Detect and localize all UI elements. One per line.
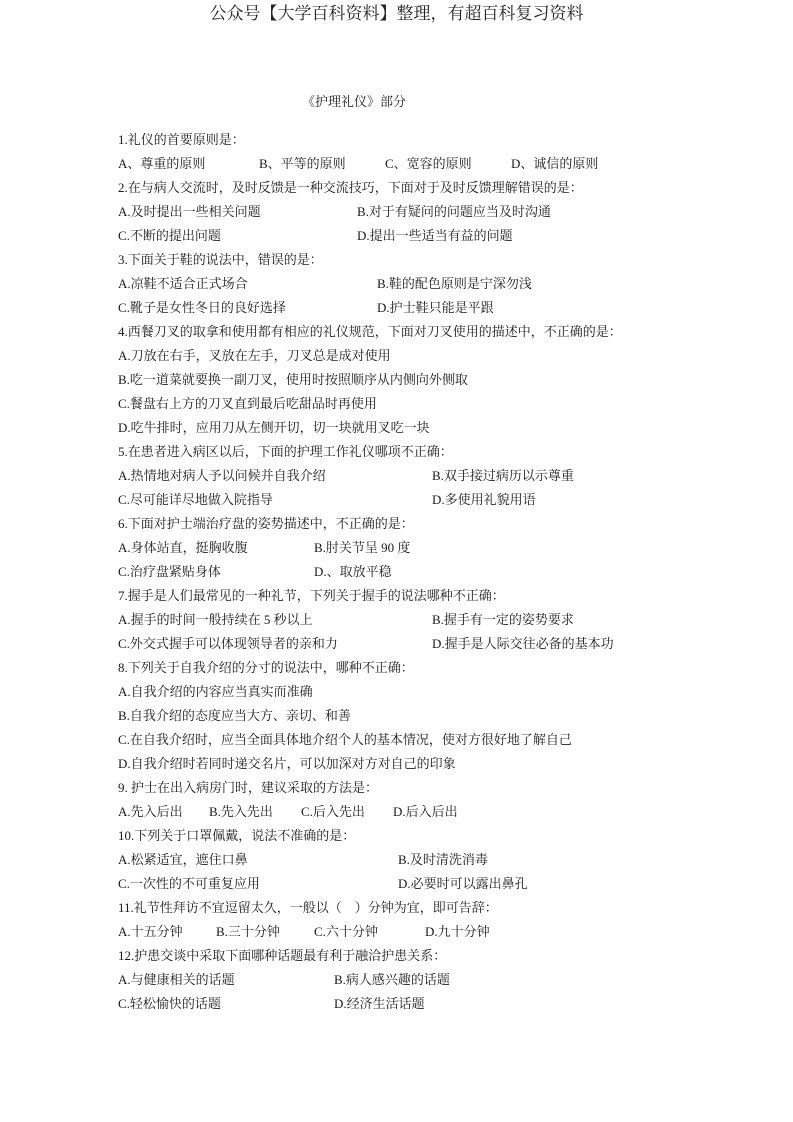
answer-option: C.六十分钟 [314, 924, 378, 939]
question-stem: 11.礼节性拜访不宜逗留太久，一般以（ ）分钟为宜，即可告辞： [118, 900, 498, 915]
option-row [118, 296, 738, 320]
answer-option: C.轻松愉快的话题 [118, 996, 221, 1011]
answer-option: A.刀放在右手，叉放在左手，刀叉总是成对使用 [118, 348, 391, 363]
answer-option: D.九十分钟 [425, 924, 490, 939]
question-stem: 9. 护士在出入病房门时，建议采取的方法是： [118, 780, 379, 795]
option-row [118, 560, 738, 584]
question-stem: 7.握手是人们最常见的一种礼节，下列关于握手的说法哪种不正确： [118, 588, 505, 603]
answer-option: A.松紧适宜，遮住口鼻 [118, 852, 248, 867]
answer-option: A.先入后出 [118, 804, 183, 819]
option-row [118, 968, 738, 992]
question-stem: 5.在患者进入病区以后，下面的护理工作礼仪哪项不正确： [118, 444, 453, 459]
option-row [118, 464, 738, 488]
answer-option: B.病人感兴趣的话题 [334, 972, 450, 987]
answer-option: D.自我介绍时若同时递交名片，可以加深对方对自己的印象 [118, 756, 456, 771]
option-row [118, 632, 738, 656]
option-row [118, 536, 738, 560]
answer-option: D.护士鞋只能是平跟 [377, 300, 494, 315]
option-row [118, 152, 738, 176]
option-row [118, 416, 738, 440]
answer-option: A.身体站直，挺胸收腹 [118, 540, 248, 555]
page-header: 公众号【大学百科资料】整理，有超百科复习资料 [209, 4, 584, 23]
question-stem: 12.护患交谈中采取下面哪种话题最有利于融洽护患关系： [118, 948, 447, 963]
answer-option: B.肘关节呈 90 度 [314, 540, 411, 555]
answer-option: B.自我介绍的态度应当大方、亲切、和善 [118, 708, 351, 723]
answer-option: C.靴子是女性冬日的良好选择 [118, 300, 286, 315]
answer-option: B.对于有疑问的问题应当及时沟通 [357, 204, 551, 219]
answer-option: A.热情地对病人予以问候并自我介绍 [118, 468, 326, 483]
answer-option: C.治疗盘紧贴身体 [118, 564, 221, 579]
answer-option: D.经济生活话题 [334, 996, 425, 1011]
option-row [118, 872, 738, 896]
option-row [118, 800, 738, 824]
question-stem: 8.下列关于自我介绍的分寸的说法中，哪种不正确： [118, 660, 414, 675]
answer-option: D.吃牛排时，应用刀从左侧开切，切一块就用叉吃一块 [118, 420, 430, 435]
answer-option: A.十五分钟 [118, 924, 183, 939]
answer-option: D.必要时可以露出鼻孔 [398, 876, 528, 891]
answer-option: C.一次性的不可重复应用 [118, 876, 260, 891]
answer-option: A.与健康相关的话题 [118, 972, 235, 987]
answer-option: B.三十分钟 [216, 924, 280, 939]
answer-option: C.在自我介绍时，应当全面具体地介绍个人的基本情况，使对方很好地了解自己 [118, 732, 572, 747]
answer-option: B.握手有一定的姿势要求 [432, 612, 574, 627]
option-row [118, 608, 738, 632]
answer-option: B、平等的原则 [259, 156, 346, 171]
question-stem: 10.下列关于口罩佩戴，说法不准确的是： [118, 828, 356, 843]
answer-option: A.握手的时间一般持续在 5 秒以上 [118, 612, 313, 627]
option-row [118, 488, 738, 512]
question-stem: 6.下面对护士端治疗盘的姿势描述中，不正确的是： [118, 516, 414, 531]
answer-option: A.自我介绍的内容应当真实而准确 [118, 684, 313, 699]
question-list [118, 128, 738, 1016]
answer-option: C.餐盘右上方的刀叉直到最后吃甜品时再使用 [118, 396, 377, 411]
answer-option: C.外交式握手可以体现领导者的亲和力 [118, 636, 338, 651]
option-row [118, 992, 738, 1016]
answer-option: C、宽容的原则 [385, 156, 472, 171]
option-row [118, 680, 738, 704]
option-row [118, 392, 738, 416]
question-stem: 4.西餐刀叉的取拿和使用都有相应的礼仪规范，下面对刀叉使用的描述中，不正确的是： [118, 324, 622, 339]
answer-option: B.吃一道菜就要换一副刀叉，使用时按照顺序从内侧向外侧取 [118, 372, 468, 387]
question-stem: 3.下面关于鞋的说法中，错误的是： [118, 252, 323, 267]
option-row [118, 728, 738, 752]
option-row [118, 920, 738, 944]
answer-option: A、尊重的原则 [118, 156, 206, 171]
answer-option: B.及时清洗消毒 [398, 852, 488, 867]
answer-option: D、诚信的原则 [511, 156, 599, 171]
option-row [118, 272, 738, 296]
option-row [118, 704, 738, 728]
answer-option: D.多使用礼貌用语 [432, 492, 536, 507]
option-row [118, 200, 738, 224]
answer-option: B.鞋的配色原则是宁深勿浅 [377, 276, 532, 291]
answer-option: B.双手接过病历以示尊重 [432, 468, 574, 483]
answer-option: A.凉鞋不适合正式场合 [118, 276, 248, 291]
answer-option: D.提出一些适当有益的问题 [357, 228, 513, 243]
answer-option: D.握手是人际交往必备的基本功 [432, 636, 614, 651]
answer-option: A.及时提出一些相关问题 [118, 204, 261, 219]
answer-option: C.后入先出 [301, 804, 365, 819]
answer-option: D.、取放平稳 [314, 564, 392, 579]
option-row [118, 848, 738, 872]
option-row [118, 752, 738, 776]
answer-option: C.尽可能详尽地做入院指导 [118, 492, 273, 507]
option-row [118, 368, 738, 392]
question-stem: 1.礼仪的首要原则是： [118, 132, 245, 147]
option-row [118, 344, 738, 368]
option-row [118, 224, 738, 248]
answer-option: D.后入后出 [393, 804, 458, 819]
answer-option: B.先入先出 [209, 804, 273, 819]
answer-option: C.不断的提出问题 [118, 228, 221, 243]
section-title: 《护理礼仪》部分 [302, 94, 407, 109]
question-stem: 2.在与病人交流时，及时反馈是一种交流技巧，下面对于及时反馈理解错误的是： [118, 180, 583, 195]
